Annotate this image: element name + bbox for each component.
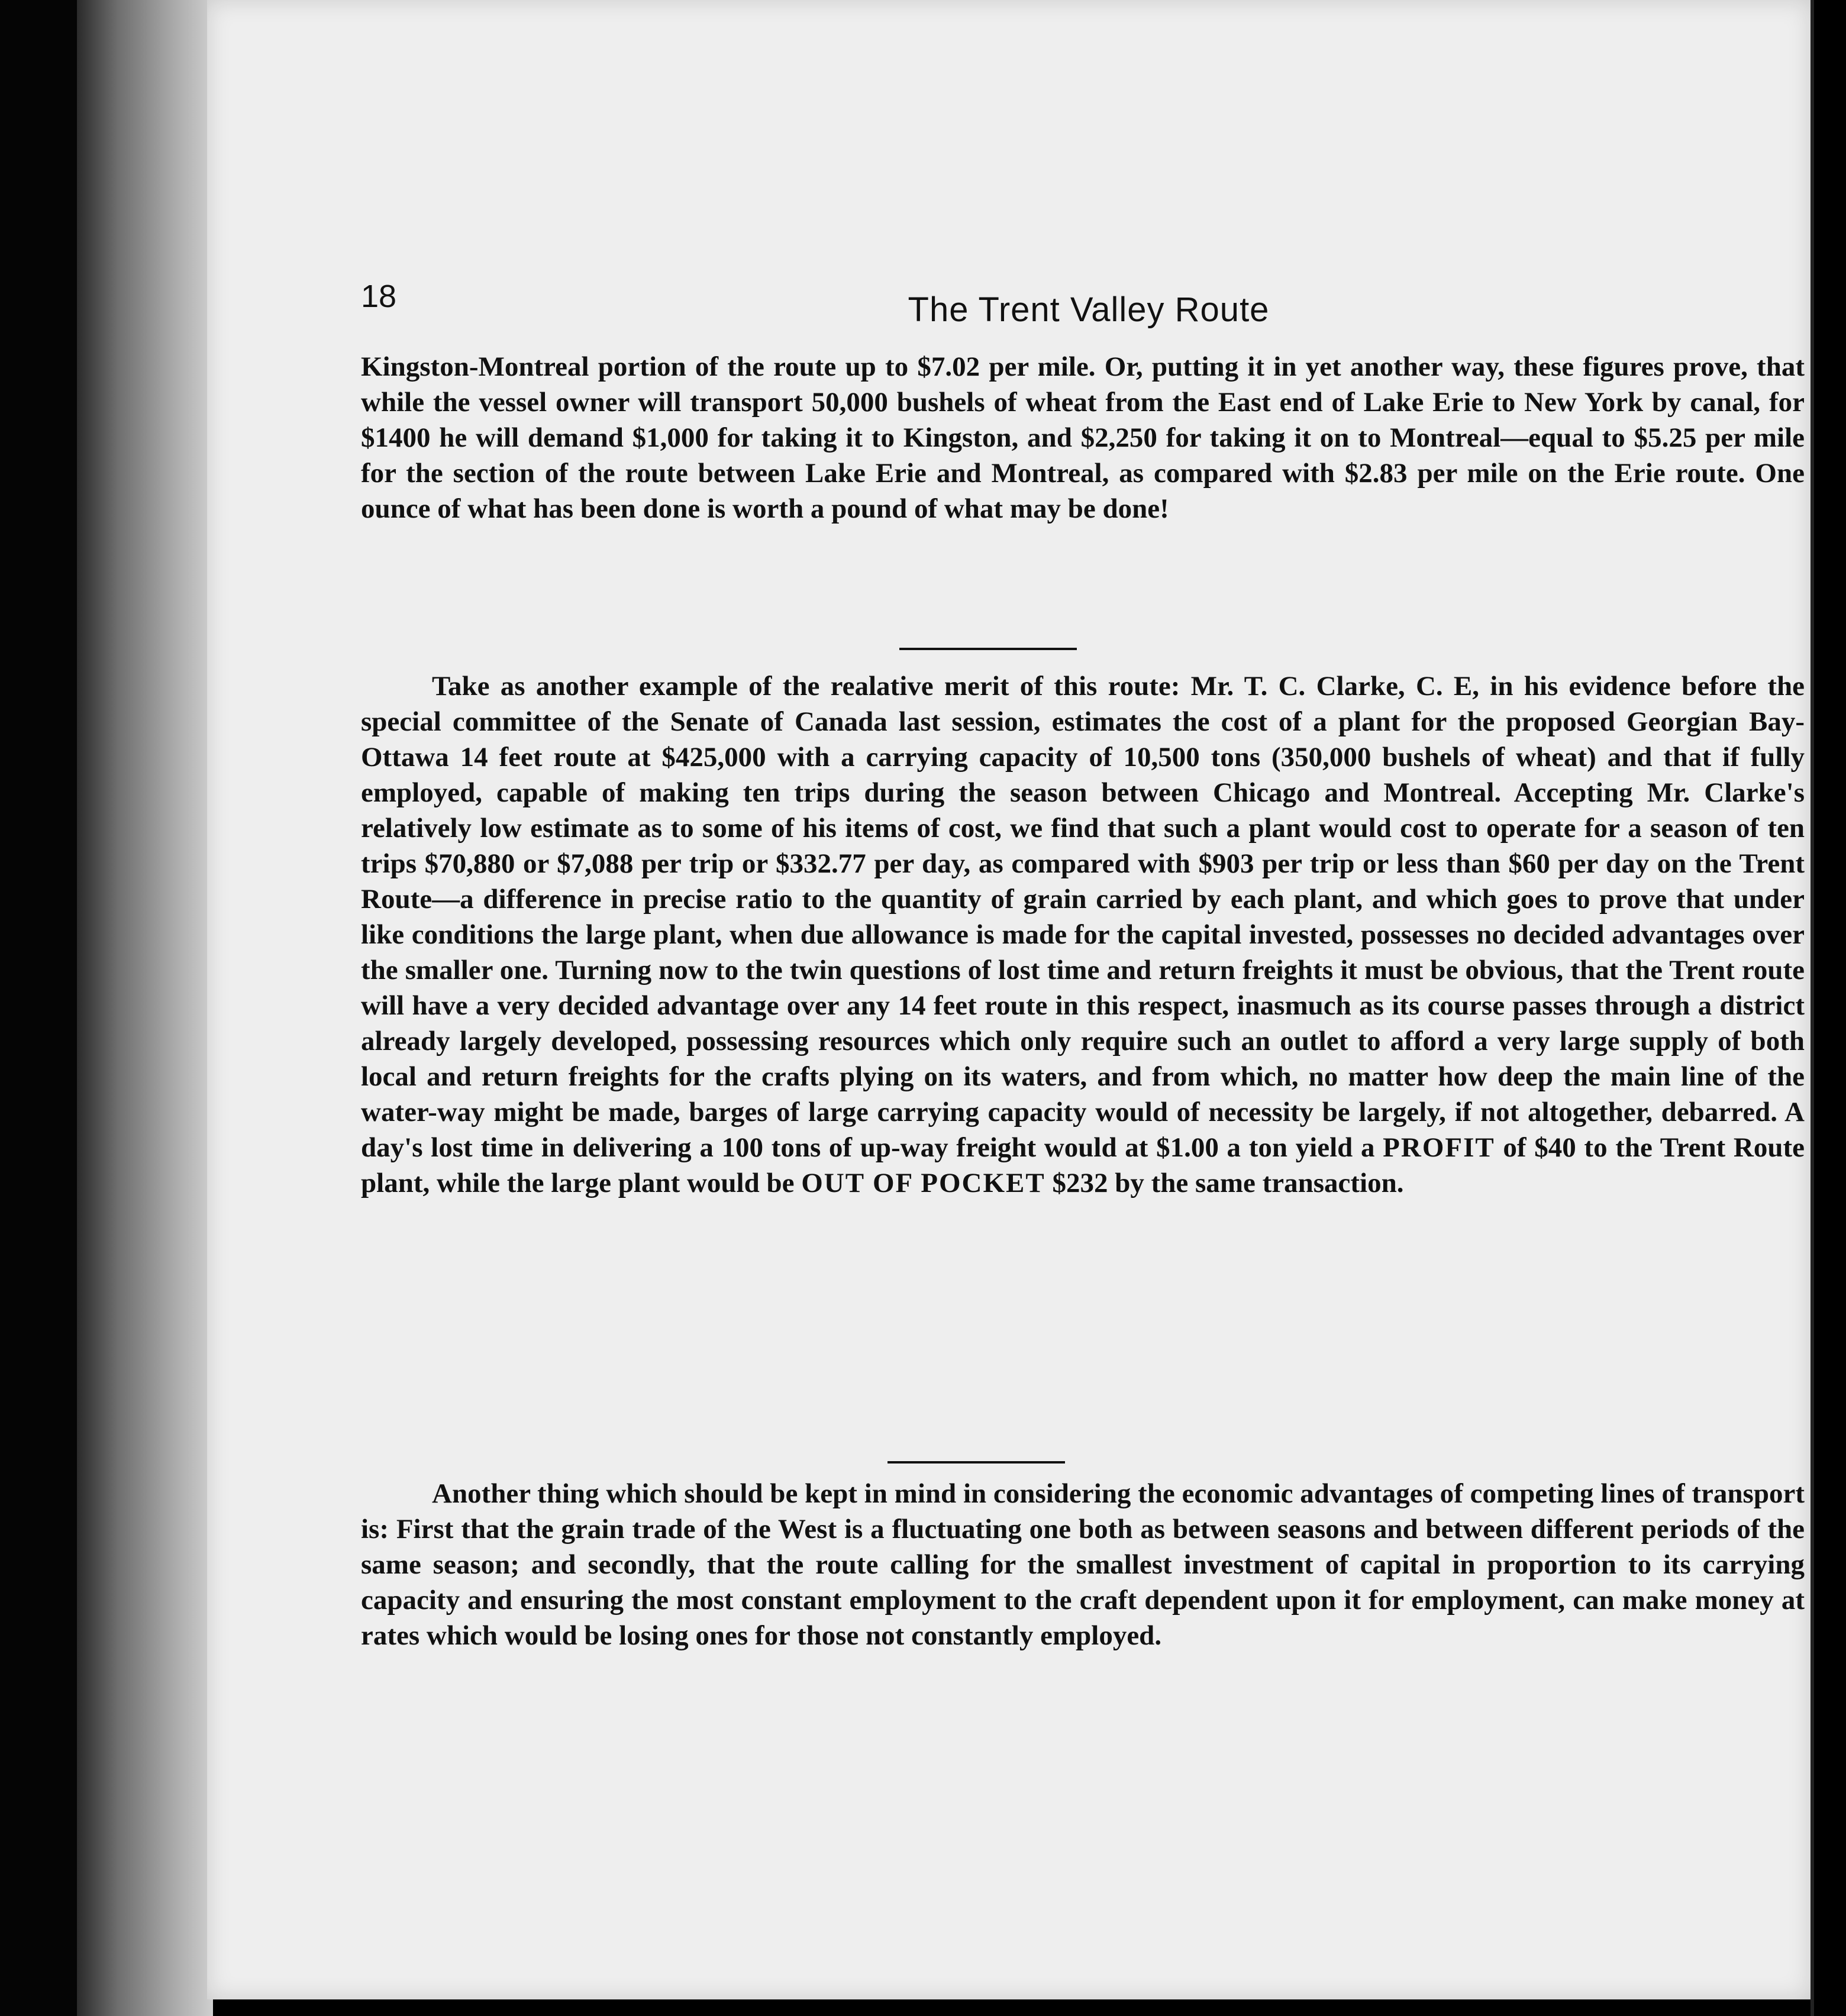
page-header [361,278,1816,331]
scan-left-border [0,0,77,2016]
section-divider-2 [888,1461,1065,1463]
running-title: The Trent Valley Route [908,290,1270,329]
paragraph-3: Another thing which should be kept in mind in considering the economic advantages of competing lines of transport is: First that the grain trade of the West is a fluctuating one both as between seasons and between different periods of the same season; and secondly, that the route calling for the smallest investment of capital in proportion to its carrying capacity and ensuring the most constant employment to the craft dependent upon it for employment, can make money at rates which would be losing ones for those not constantly employed. [361,1478,1805,1651]
paragraph-2 [361,668,1805,1201]
paragraph-2-mid: of $40 to the Trent Route plant, while the large plant would be [361,1132,1805,1198]
section-divider-1 [899,648,1077,650]
out-of-pocket-emphasis: OUT OF POCKET [801,1168,1045,1198]
book-spine-gutter [77,0,213,2016]
book-page [207,0,1810,1999]
profit-emphasis: PROFIT [1383,1132,1495,1163]
paragraph-2-end: $232 by the same transaction. [1052,1168,1404,1198]
page-number: 18 [361,279,397,314]
paragraph-1: Kingston-Montreal portion of the route up to $7.02 per mile. Or, putting it in yet another way, these figures prove, that while the vessel owner will transport 50,000 bushels of wheat from the East end of Lake Erie to New York by canal, for $1400 he will demand $1,000 for taking it to Kingston, and $2,250 for taking it on to Montreal—equal to $5.25 per mile for the section of the route between Lake Erie and Montreal, as compared with $2.83 per mile on the Erie route. One ounce of what has been done is worth a pound of what may be done! [361,351,1805,524]
paragraph-2-main: Take as another example of the realative merit of this route: Mr. T. C. Clarke, C. E, in his evidence before the special committee of the Senate of Canada last session, estimates the cost of a plant for the proposed Georgian Bay-Ottawa 14 feet route at $425,000 with a carrying capacity of 10,500 tons (350,000 bushels of wheat) and that if fully employed, capable of making ten trips during the season between Chicago and Montreal. Accepting Mr. Clarke's relatively low estimate as to some of his items of cost, we find that such a plant would cost to operate for a season of ten trips $70,880 or $7,088 per trip or $332.77 per day, as compared with $903 per trip or less than $60 per day on the Trent Route—a difference in precise ratio to the quantity of grain carried by each plant, and which goes to prove that under like conditions the large plant, when due allowance is made for the capital invested, possesses no decided advantages over the smaller one. Turning now to the twin questions of lost time and return freights it must be obvious, that the Trent route will have a very decided advantage over any 14 feet route in this respect, inasmuch as its course passes through a district already largely developed, possessing resources which only require such an outlet to afford a very large supply of both local and return freights for the crafts plying on its waters, and from which, no matter how deep the main line of the water-way might be made, barges of large carrying capacity would of necessity be largely, if not altogether, debarred. A day's lost time in delivering a 100 tons of up-way freight would at $1.00 a ton yield a [361,671,1805,1163]
scan-right-border [1810,0,1846,2016]
